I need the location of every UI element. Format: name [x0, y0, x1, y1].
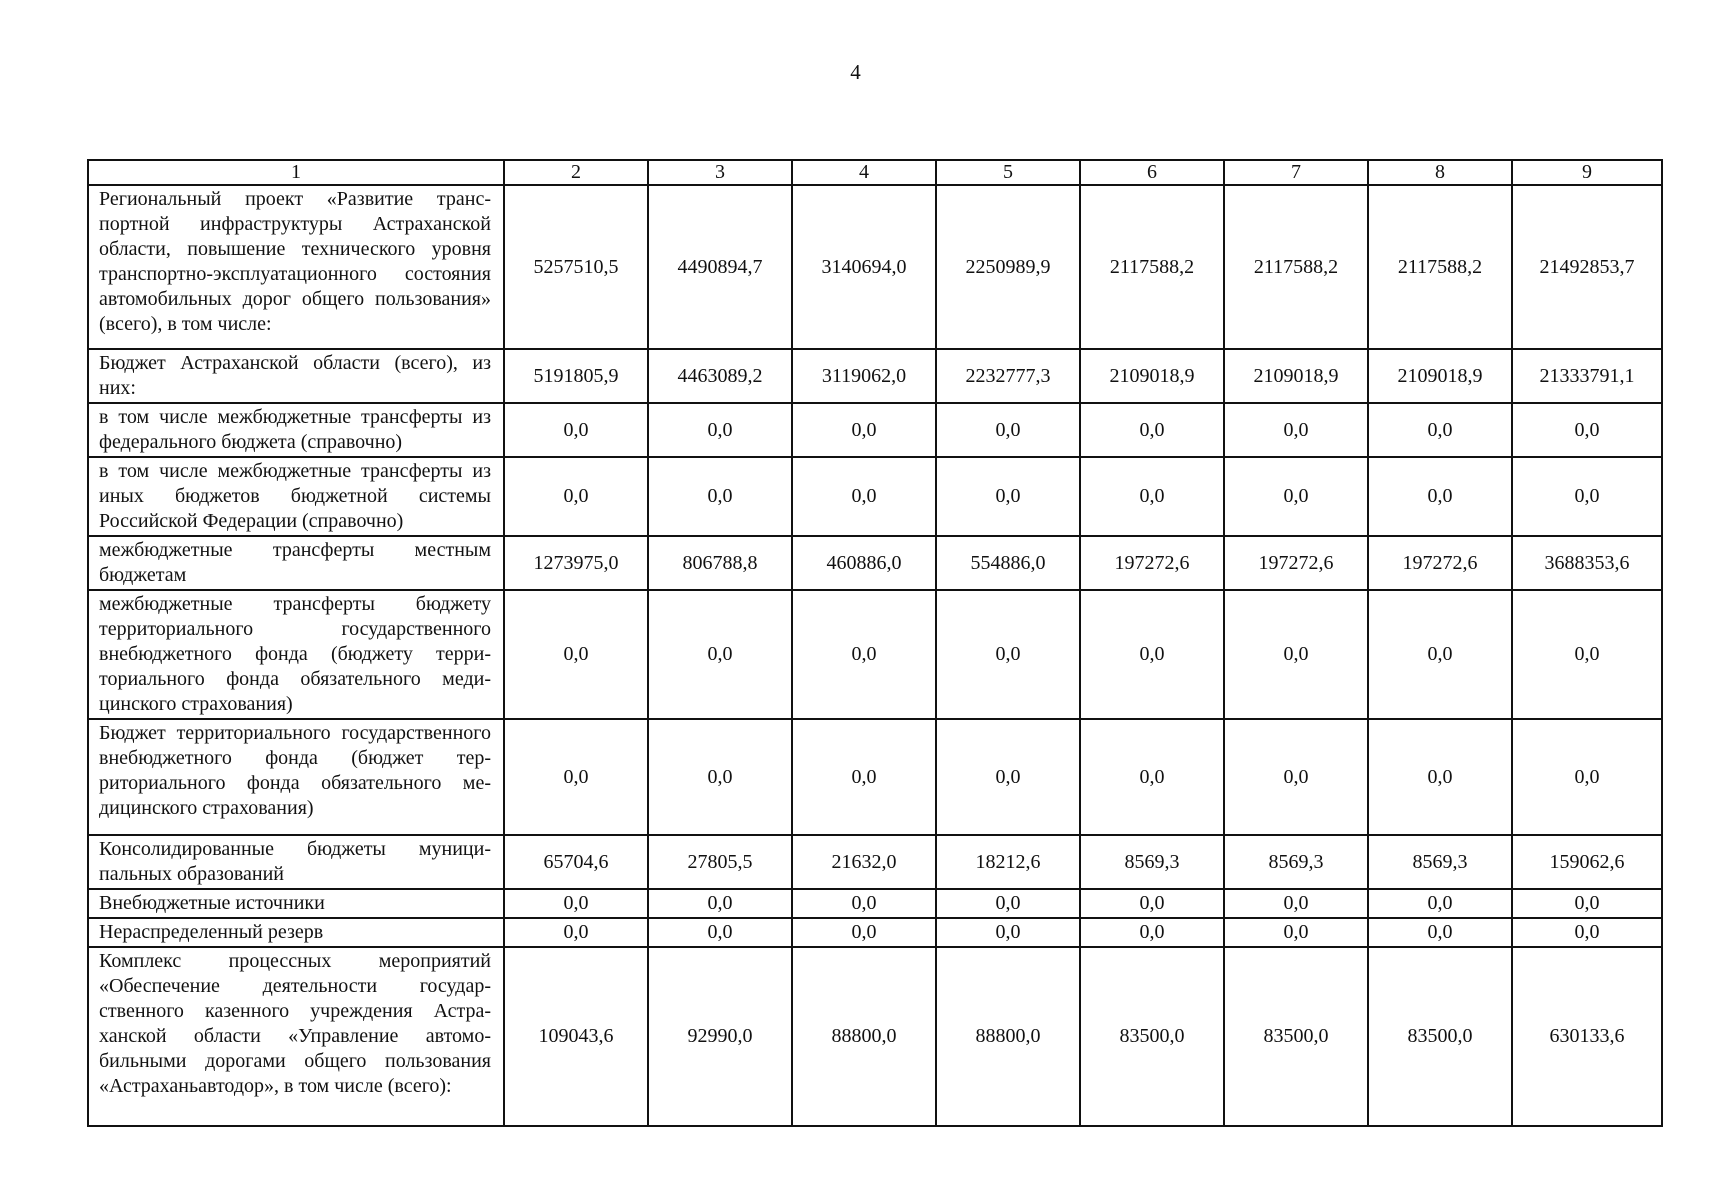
table-cell: 2232777,3	[936, 349, 1080, 403]
table-cell: 2117588,2	[1368, 185, 1512, 349]
column-header: 7	[1224, 160, 1368, 185]
table-cell: 0,0	[1368, 457, 1512, 536]
table-cell: 109043,6	[504, 947, 648, 1126]
table-cell: 0,0	[1368, 918, 1512, 947]
table-cell: 0,0	[1368, 889, 1512, 918]
page-number: 4	[850, 60, 861, 84]
table-cell: 0,0	[1512, 918, 1662, 947]
column-header: 3	[648, 160, 792, 185]
table-cell: 0,0	[936, 719, 1080, 835]
table-cell: 0,0	[1080, 403, 1224, 457]
table-cell: 0,0	[1224, 918, 1368, 947]
table-cell: 0,0	[1512, 403, 1662, 457]
table-cell: 0,0	[936, 889, 1080, 918]
table-cell: 0,0	[936, 457, 1080, 536]
table-cell: 21333791,1	[1512, 349, 1662, 403]
table-cell: 83500,0	[1080, 947, 1224, 1126]
column-header: 8	[1368, 160, 1512, 185]
table-cell: 0,0	[1080, 457, 1224, 536]
table-cell: 0,0	[1512, 889, 1662, 918]
table-cell: 88800,0	[792, 947, 936, 1126]
table-row	[88, 918, 1662, 947]
table-cell: 0,0	[648, 889, 792, 918]
row-label: межбюджетные трансферты бюджету территориального государственного внебюджетного фонда (бюджету территориального фонда обязательного медицинского страхования)	[88, 590, 504, 719]
table-cell: 0,0	[792, 889, 936, 918]
table-cell: 5257510,5	[504, 185, 648, 349]
row-label: в том числе межбюджетные трансферты из федерального бюджета (справочно)	[88, 403, 504, 457]
table-cell: 159062,6	[1512, 835, 1662, 889]
column-header: 5	[936, 160, 1080, 185]
column-header: 4	[792, 160, 936, 185]
table-cell: 0,0	[792, 403, 936, 457]
table-cell: 0,0	[792, 918, 936, 947]
table-cell: 197272,6	[1224, 536, 1368, 590]
table-cell: 8569,3	[1368, 835, 1512, 889]
budget-table	[87, 159, 1663, 1127]
table-cell: 0,0	[1512, 719, 1662, 835]
table-header-row	[88, 160, 1662, 185]
table-cell: 0,0	[1224, 889, 1368, 918]
table-row	[88, 185, 1662, 349]
table-cell: 4490894,7	[648, 185, 792, 349]
table-row	[88, 947, 1662, 1126]
row-label: межбюджетные трансферты местным бюджетам	[88, 536, 504, 590]
table-cell: 2117588,2	[1080, 185, 1224, 349]
table-cell: 0,0	[648, 457, 792, 536]
table-cell: 0,0	[504, 403, 648, 457]
table-row	[88, 889, 1662, 918]
column-header: 2	[504, 160, 648, 185]
table-cell: 18212,6	[936, 835, 1080, 889]
table-cell: 0,0	[1512, 590, 1662, 719]
table-cell: 2109018,9	[1080, 349, 1224, 403]
table-cell: 0,0	[1368, 403, 1512, 457]
table-cell: 0,0	[504, 719, 648, 835]
table-cell: 2117588,2	[1224, 185, 1368, 349]
table-cell: 0,0	[648, 719, 792, 835]
table-cell: 21632,0	[792, 835, 936, 889]
table-cell: 0,0	[792, 457, 936, 536]
table-cell: 1273975,0	[504, 536, 648, 590]
table-cell: 0,0	[504, 889, 648, 918]
table-cell: 0,0	[504, 590, 648, 719]
table-cell: 0,0	[792, 719, 936, 835]
table-cell: 8569,3	[1224, 835, 1368, 889]
table-row	[88, 349, 1662, 403]
row-label: в том числе межбюджетные трансферты из иных бюджетов бюджетной системы Российской Федерации (справочно)	[88, 457, 504, 536]
table-cell: 0,0	[1368, 719, 1512, 835]
table-cell: 806788,8	[648, 536, 792, 590]
table-cell: 197272,6	[1080, 536, 1224, 590]
table-cell: 2109018,9	[1224, 349, 1368, 403]
table-cell: 0,0	[504, 918, 648, 947]
table-cell: 0,0	[1080, 719, 1224, 835]
table-cell: 83500,0	[1224, 947, 1368, 1126]
table-cell: 0,0	[1224, 403, 1368, 457]
table-cell: 4463089,2	[648, 349, 792, 403]
row-label: Консолидированные бюджеты муниципальных образований	[88, 835, 504, 889]
table-row	[88, 457, 1662, 536]
table-cell: 0,0	[936, 403, 1080, 457]
table-row	[88, 403, 1662, 457]
row-label: Комплекс процессных мероприятий «Обеспечение деятельности государственного казенного учреждения Астраханской области «Управление автомобильными дорогами общего пользования «Астраханьавтодор», в том числе (всего):	[88, 947, 504, 1126]
table-cell: 0,0	[936, 590, 1080, 719]
row-label: Региональный проект «Развитие транспортной инфраструктуры Астраханской области, повышение технического уровня транспортно-эксплуатационного состояния автомобильных дорог общего пользования» (всего), в том числе:	[88, 185, 504, 349]
column-header: 6	[1080, 160, 1224, 185]
table-cell: 554886,0	[936, 536, 1080, 590]
table-cell: 83500,0	[1368, 947, 1512, 1126]
column-header: 9	[1512, 160, 1662, 185]
table-cell: 8569,3	[1080, 835, 1224, 889]
row-label: Нераспределенный резерв	[88, 918, 504, 947]
table-cell: 0,0	[1224, 457, 1368, 536]
table-cell: 3688353,6	[1512, 536, 1662, 590]
table-cell: 0,0	[1080, 590, 1224, 719]
table-cell: 197272,6	[1368, 536, 1512, 590]
table-cell: 0,0	[648, 590, 792, 719]
table-row	[88, 835, 1662, 889]
table-cell: 92990,0	[648, 947, 792, 1126]
table-cell: 2250989,9	[936, 185, 1080, 349]
table-cell: 0,0	[1080, 889, 1224, 918]
table-cell: 3119062,0	[792, 349, 936, 403]
table-cell: 0,0	[648, 403, 792, 457]
table-cell: 460886,0	[792, 536, 936, 590]
table-cell: 0,0	[504, 457, 648, 536]
table-cell: 0,0	[1224, 719, 1368, 835]
table-cell: 5191805,9	[504, 349, 648, 403]
row-label: Бюджет Астраханской области (всего), из них:	[88, 349, 504, 403]
table-cell: 0,0	[936, 918, 1080, 947]
table-cell: 0,0	[1224, 590, 1368, 719]
table-cell: 0,0	[1080, 918, 1224, 947]
table-cell: 2109018,9	[1368, 349, 1512, 403]
table-cell: 0,0	[1368, 590, 1512, 719]
table-cell: 0,0	[792, 590, 936, 719]
table-cell: 3140694,0	[792, 185, 936, 349]
table-cell: 88800,0	[936, 947, 1080, 1126]
table-cell: 65704,6	[504, 835, 648, 889]
table-row	[88, 590, 1662, 719]
row-label: Внебюджетные источники	[88, 889, 504, 918]
table-cell: 0,0	[1512, 457, 1662, 536]
row-label: Бюджет территориального государственного внебюджетного фонда (бюджет территориального фонда обязательного медицинского страхования)	[88, 719, 504, 835]
table-row	[88, 719, 1662, 835]
table-row	[88, 536, 1662, 590]
table-cell: 630133,6	[1512, 947, 1662, 1126]
table-cell: 21492853,7	[1512, 185, 1662, 349]
column-header: 1	[88, 160, 504, 185]
table-cell: 27805,5	[648, 835, 792, 889]
table-cell: 0,0	[648, 918, 792, 947]
